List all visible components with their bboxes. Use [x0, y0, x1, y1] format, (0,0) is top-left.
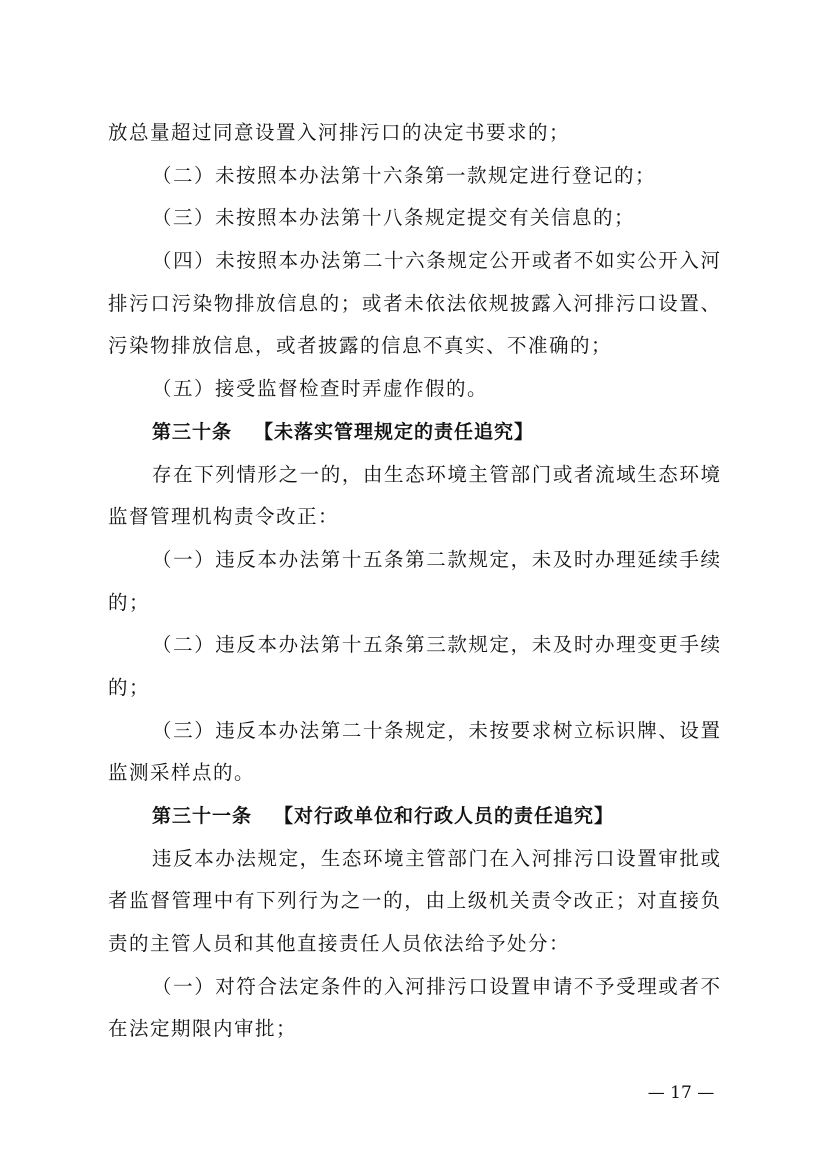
list-item-line: （一）对符合法定条件的入河排污口设置申请不予受理或者不 — [152, 974, 720, 998]
article-30-number: 第三十条 — [152, 420, 233, 443]
paragraph-line: 在法定期限内审批； — [108, 1017, 298, 1041]
page-number: — 17 — — [647, 1083, 715, 1103]
list-item-line: （二）违反本办法第十五条第三款规定，未及时办理变更手续 — [152, 633, 720, 657]
paragraph-line: 违反本办法规定，生态环境主管部门在入河排污口设置审批或 — [152, 846, 720, 870]
paragraph-line: 者监督管理中有下列行为之一的，由上级机关责令改正；对直接负 — [108, 889, 720, 913]
article-31-title: 【对行政单位和行政人员的责任追究】 — [274, 805, 615, 827]
list-item-line: （一）违反本办法第十五条第二款规定，未及时办理延续手续 — [152, 547, 720, 571]
paragraph-line: 污染物排放信息，或者披露的信息不真实、不准确的； — [108, 334, 613, 358]
paragraph-line: 的； — [108, 675, 151, 699]
article-30-heading — [108, 411, 720, 454]
article-30-title: 【未落实管理规定的责任追究】 — [254, 420, 535, 443]
paragraph-line: 监测采样点的。 — [108, 761, 256, 785]
list-item-line: （三）未按照本办法第十八条规定提交有关信息的； — [152, 206, 636, 230]
paragraph-line: 的； — [108, 590, 151, 614]
list-item-line: （四）未按照本办法第二十六条规定公开或者不如实公开入河 — [152, 249, 720, 273]
paragraph-line: 责的主管人员和其他直接责任人员依法给予处分： — [108, 932, 571, 956]
article-31-number: 第三十一条 — [152, 805, 253, 827]
list-item-line: （二）未按照本办法第十六条第一款规定进行登记的； — [152, 163, 657, 187]
list-item-line: （五）接受监督检查时弄虚作假的。 — [152, 377, 489, 401]
paragraph-line: 存在下列情形之一的，由生态环境主管部门或者流域生态环境 — [152, 462, 720, 486]
article-31-heading — [108, 795, 720, 838]
paragraph-line: 排污口污染物排放信息的；或者未依法依规披露入河排污口设置、 — [108, 291, 720, 315]
paragraph-line: 监督管理机构责令改正： — [108, 505, 340, 529]
paragraph-line: 放总量超过同意设置入河排污口的决定书要求的； — [108, 121, 571, 144]
document-page — [108, 112, 720, 1051]
list-item-line: （三）违反本办法第二十条规定，未按要求树立标识牌、设置 — [152, 718, 720, 742]
